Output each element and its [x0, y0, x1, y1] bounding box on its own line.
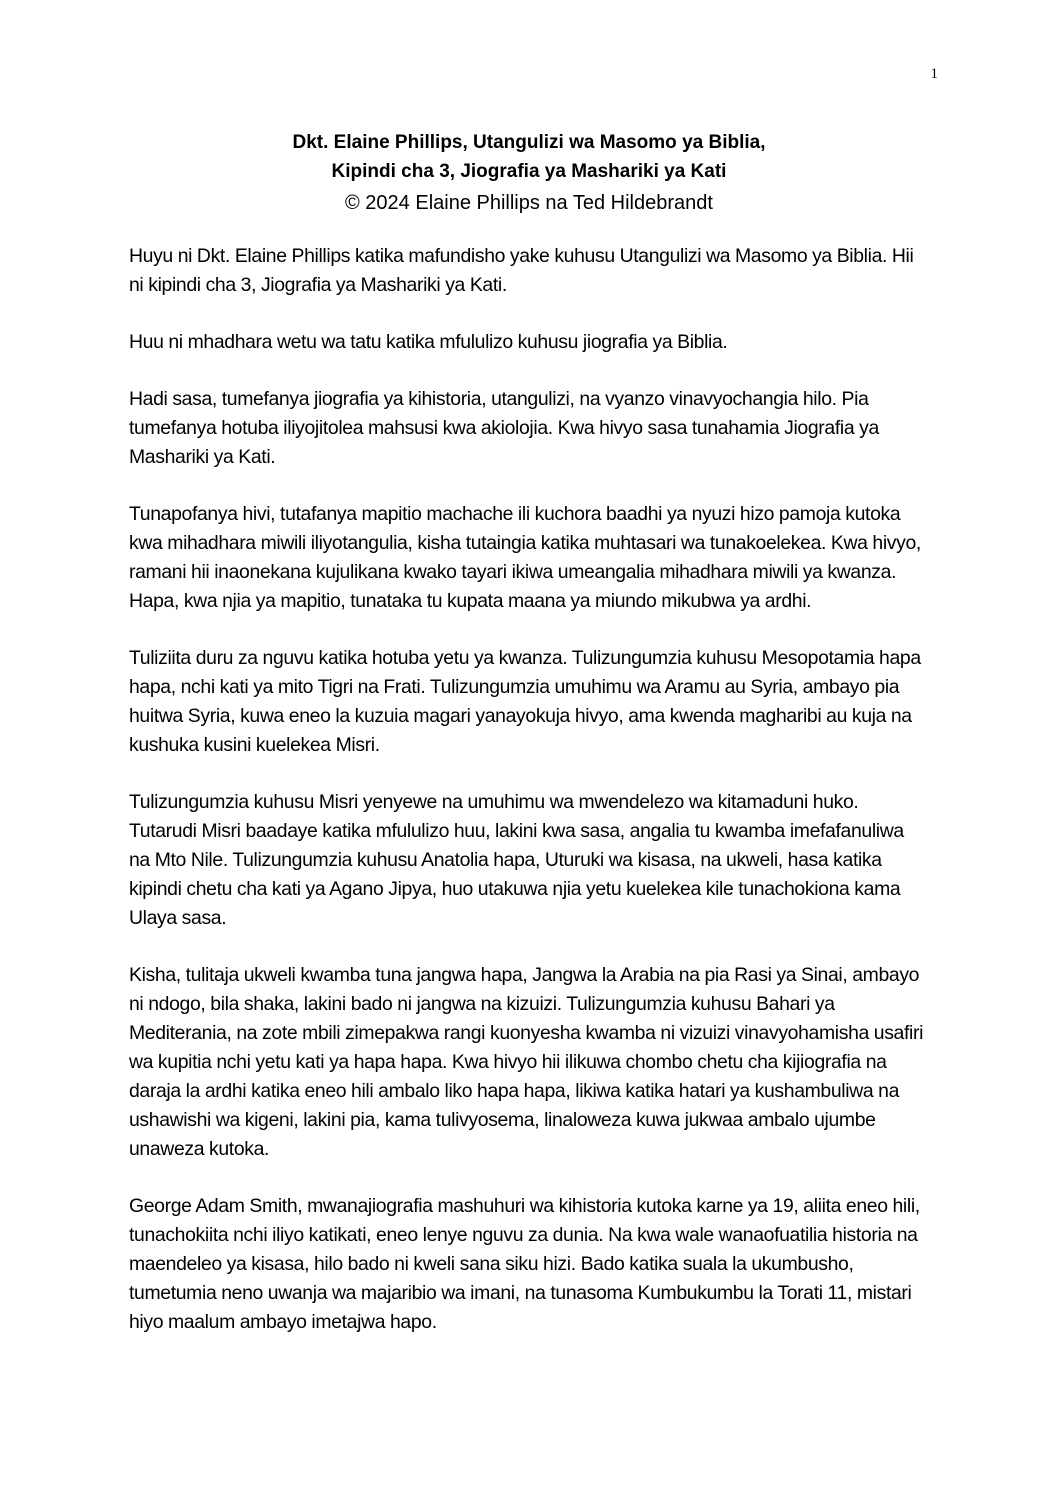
paragraph: Tulizungumzia kuhusu Misri yenyewe na umuhimu wa mwendelezo wa kitamaduni huko. Tutarudi Misri baadaye katika mfululizo huu, lakini kwa sasa, angalia tu kwamba imefafanuliwa na Mto Nile. Tulizungumzia kuhusu Anatolia hapa, Uturuki wa kisasa, na ukweli, hasa katika kipindi chetu cha kati ya Agano Jipya, huo utakuwa njia yetu kuelekea kile tunachokiona kama Ulaya sasa.	[129, 791, 904, 929]
page-number: 1	[930, 66, 938, 82]
paragraph: Tuliziita duru za nguvu katika hotuba yetu ya kwanza. Tulizungumzia kuhusu Mesopotamia hapa hapa, nchi kati ya mito Tigri na Frati. Tulizungumzia umuhimu wa Aramu au Syria, ambayo pia huitwa Syria, kuwa eneo la kuzuia magari yanayokuja hivyo, ama kwenda magharibi au kuja na kushuka kusini kuelekea Misri.	[129, 647, 921, 756]
title-line-1: Dkt. Elaine Phillips, Utangulizi wa Masomo ya Biblia,	[292, 132, 766, 153]
paragraph: Huu ni mhadhara wetu wa tatu katika mfululizo kuhusu jiografia ya Biblia.	[129, 331, 728, 353]
document-header	[0, 128, 1058, 220]
paragraph: George Adam Smith, mwanajiografia mashuhuri wa kihistoria kutoka karne ya 19, aliita eneo hili, tunachokiita nchi iliyo katikati, eneo lenye nguvu za dunia. Na kwa wale wanaofuatilia historia na maendeleo ya kisasa, hilo bado ni kweli sana siku hizi. Bado katika suala la ukumbusho, tumetumia neno uwanja wa majaribio wa imani, na tunasoma Kumbukumbu la Torati 11, mistari hiyo maalum ambayo imetajwa hapo.	[129, 1195, 920, 1333]
paragraph: Huyu ni Dkt. Elaine Phillips katika mafundisho yake kuhusu Utangulizi wa Masomo ya Biblia. Hii ni kipindi cha 3, Jiografia ya Mashariki ya Kati.	[129, 245, 914, 296]
paragraph: Hadi sasa, tumefanya jiografia ya kihistoria, utangulizi, na vyanzo vinavyochangia hilo. Pia tumefanya hotuba iliyojitolea mahsusi kwa akiolojia. Kwa hivyo sasa tunahamia Jiografia ya Mashariki ya Kati.	[129, 388, 879, 468]
paragraph: Kisha, tulitaja ukweli kwamba tuna jangwa hapa, Jangwa la Arabia na pia Rasi ya Sinai, ambayo ni ndogo, bila shaka, lakini bado ni jangwa na kizuizi. Tulizungumzia kuhusu Bahari ya Mediterania, na zote mbili zimepakwa rangi kuonyesha kwamba ni vizuizi vinavyohamisha usafiri wa kupitia nchi yetu kati ya hapa hapa. Kwa hivyo hii ilikuwa chombo chetu cha kijiografia na daraja la ardhi katika eneo hili ambalo liko hapa hapa, likiwa katika hatari ya kushambuliwa na ushawishi wa kigeni, lakini pia, kama tulivyosema, linaloweza kuwa jukwaa ambalo ujumbe unaweza kutoka.	[129, 964, 924, 1160]
paragraph: Tunapofanya hivi, tutafanya mapitio machache ili kuchora baadhi ya nyuzi hizo pamoja kutoka kwa mihadhara miwili iliyotangulia, kisha tutaingia katika muhtasari wa tunakoelekea. Kwa hivyo, ramani hii inaonekana kujulikana kwako tayari ikiwa umeangalia mihadhara miwili ya kwanza. Hapa, kwa njia ya mapitio, tunataka tu kupata maana ya miundo mikubwa ya ardhi.	[129, 503, 921, 612]
copyright-line: © 2024 Elaine Phillips na Ted Hildebrandt	[345, 192, 713, 214]
title-line-2: Kipindi cha 3, Jiografia ya Mashariki ya Kati	[331, 161, 727, 182]
document-body	[129, 242, 929, 1365]
